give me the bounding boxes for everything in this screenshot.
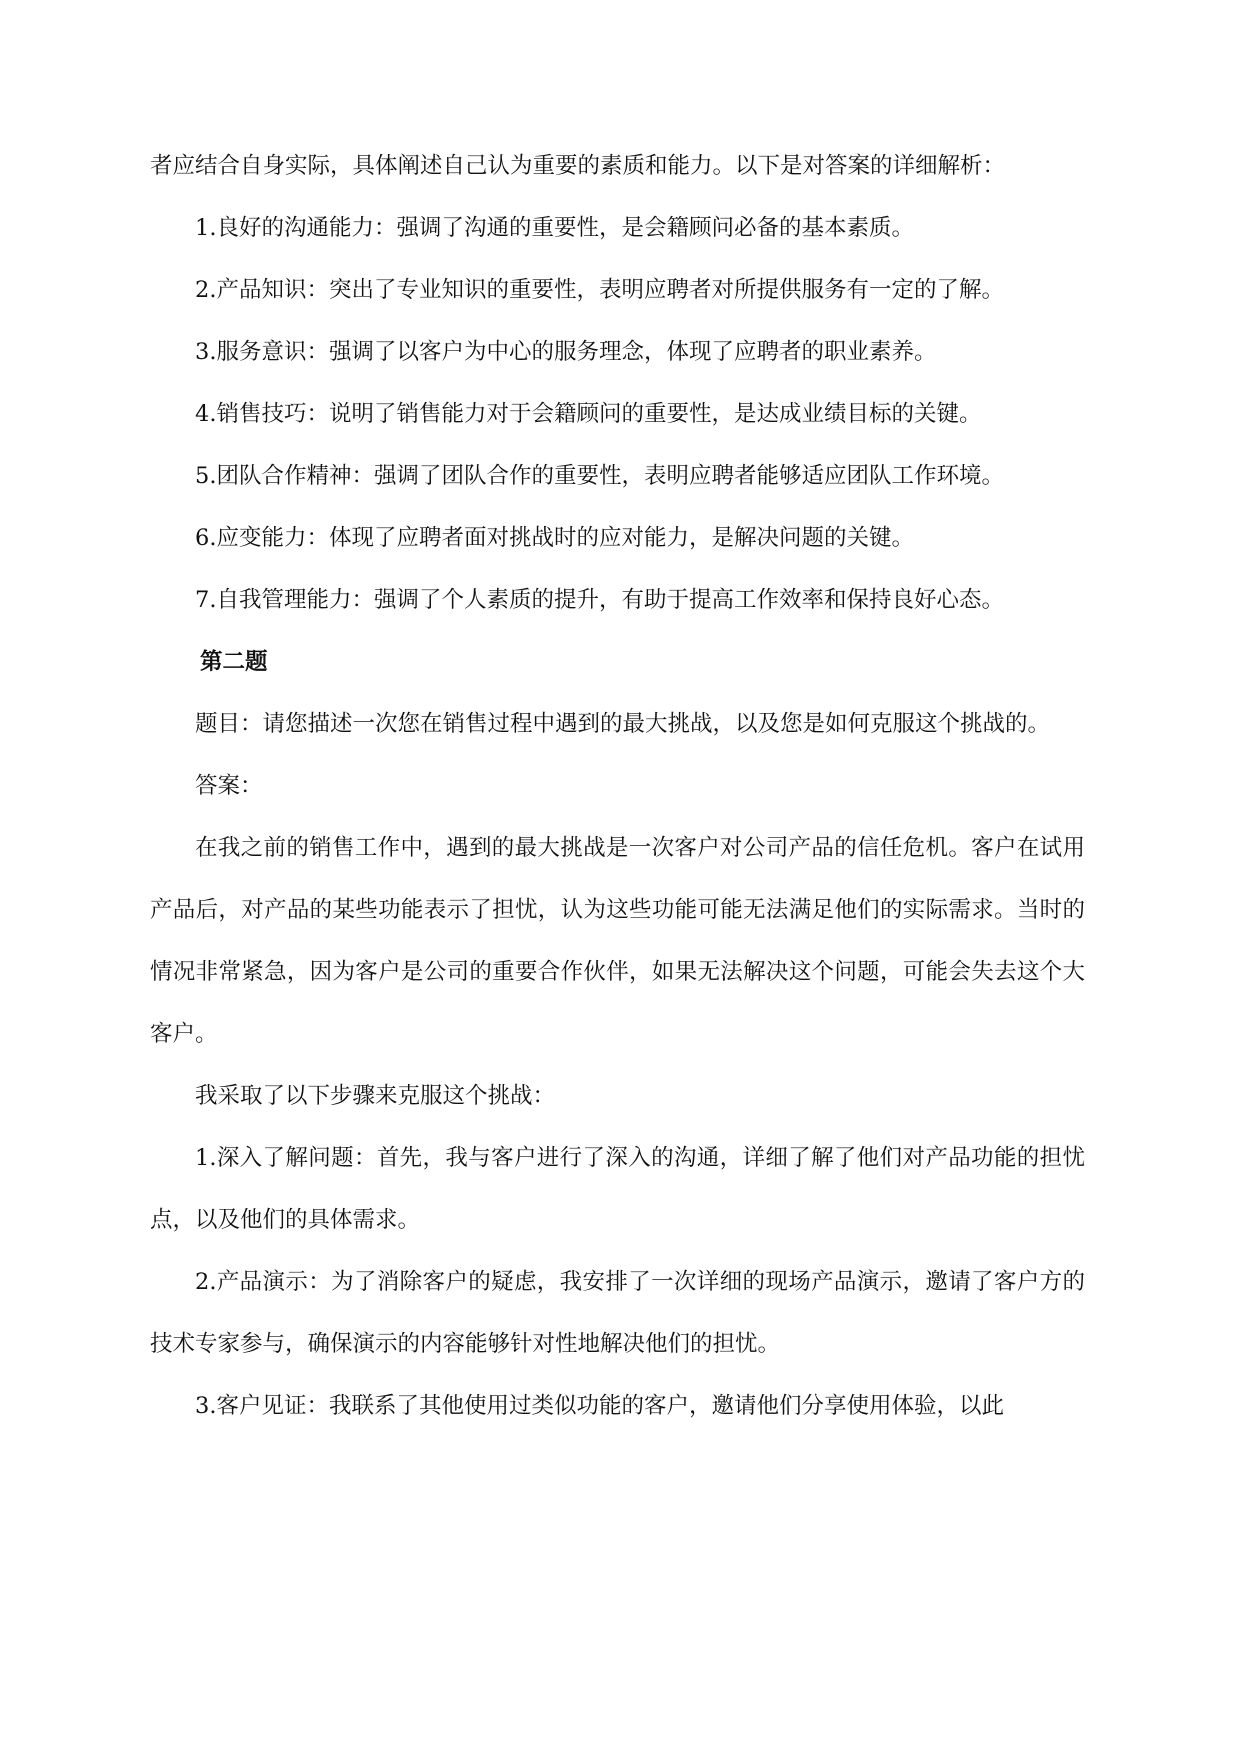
list-item-sales-skills: 4.销售技巧：说明了销售能力对于会籍顾问的重要性，是达成业绩目标的关键。 — [195, 401, 982, 427]
list-item-service-awareness: 3.服务意识：强调了以客户为中心的服务理念，体现了应聘者的职业素养。 — [195, 339, 937, 365]
document-body — [150, 135, 1085, 1437]
answer-paragraph-steps-intro: 我采取了以下步骤来克服这个挑战： — [195, 1083, 556, 1109]
list-item-self-management: 7.自我管理能力：强调了个人素质的提升，有助于提高工作效率和保持良好心态。 — [195, 587, 1004, 613]
question-text: 题目：请您描述一次您在销售过程中遇到的最大挑战，以及您是如何克服这个挑战的。 — [195, 711, 1051, 737]
answer-label: 答案： — [195, 773, 263, 799]
step-item-understand-problem: 1.深入了解问题：首先，我与客户进行了深入的沟通，详细了解了他们对产品功能的担忧点，以及他们的具体需求。 — [150, 1145, 1085, 1233]
step-item-product-demo: 2.产品演示：为了消除客户的疑虑，我安排了一次详细的现场产品演示，邀请了客户方的技术专家参与，确保演示的内容能够针对性地解决他们的担忧。 — [150, 1269, 1085, 1357]
list-item-adaptability: 6.应变能力：体现了应聘者面对挑战时的应对能力，是解决问题的关键。 — [195, 525, 914, 551]
list-item-communication: 1.良好的沟通能力：强调了沟通的重要性，是会籍顾问必备的基本素质。 — [195, 215, 914, 241]
answer-paragraph-challenge: 在我之前的销售工作中，遇到的最大挑战是一次客户对公司产品的信任危机。客户在试用产品后，对产品的某些功能表示了担忧，认为这些功能可能无法满足他们的实际需求。当时的情况非常紧急，因为客户是公司的重要合作伙伴，如果无法解决这个问题，可能会失去这个大客户。 — [150, 835, 1085, 1047]
list-item-product-knowledge: 2.产品知识：突出了专业知识的重要性，表明应聘者对所提供服务有一定的了解。 — [195, 277, 1004, 303]
list-item-teamwork: 5.团队合作精神：强调了团队合作的重要性，表明应聘者能够适应团队工作环境。 — [195, 463, 1004, 489]
step-item-customer-testimonial: 3.客户见证：我联系了其他使用过类似功能的客户，邀请他们分享使用体验，以此 — [195, 1393, 1004, 1419]
section-heading-question-two: 第二题 — [200, 649, 268, 675]
paragraph-intro-continuation: 者应结合自身实际，具体阐述自己认为重要的素质和能力。以下是对答案的详细解析： — [150, 153, 1006, 179]
